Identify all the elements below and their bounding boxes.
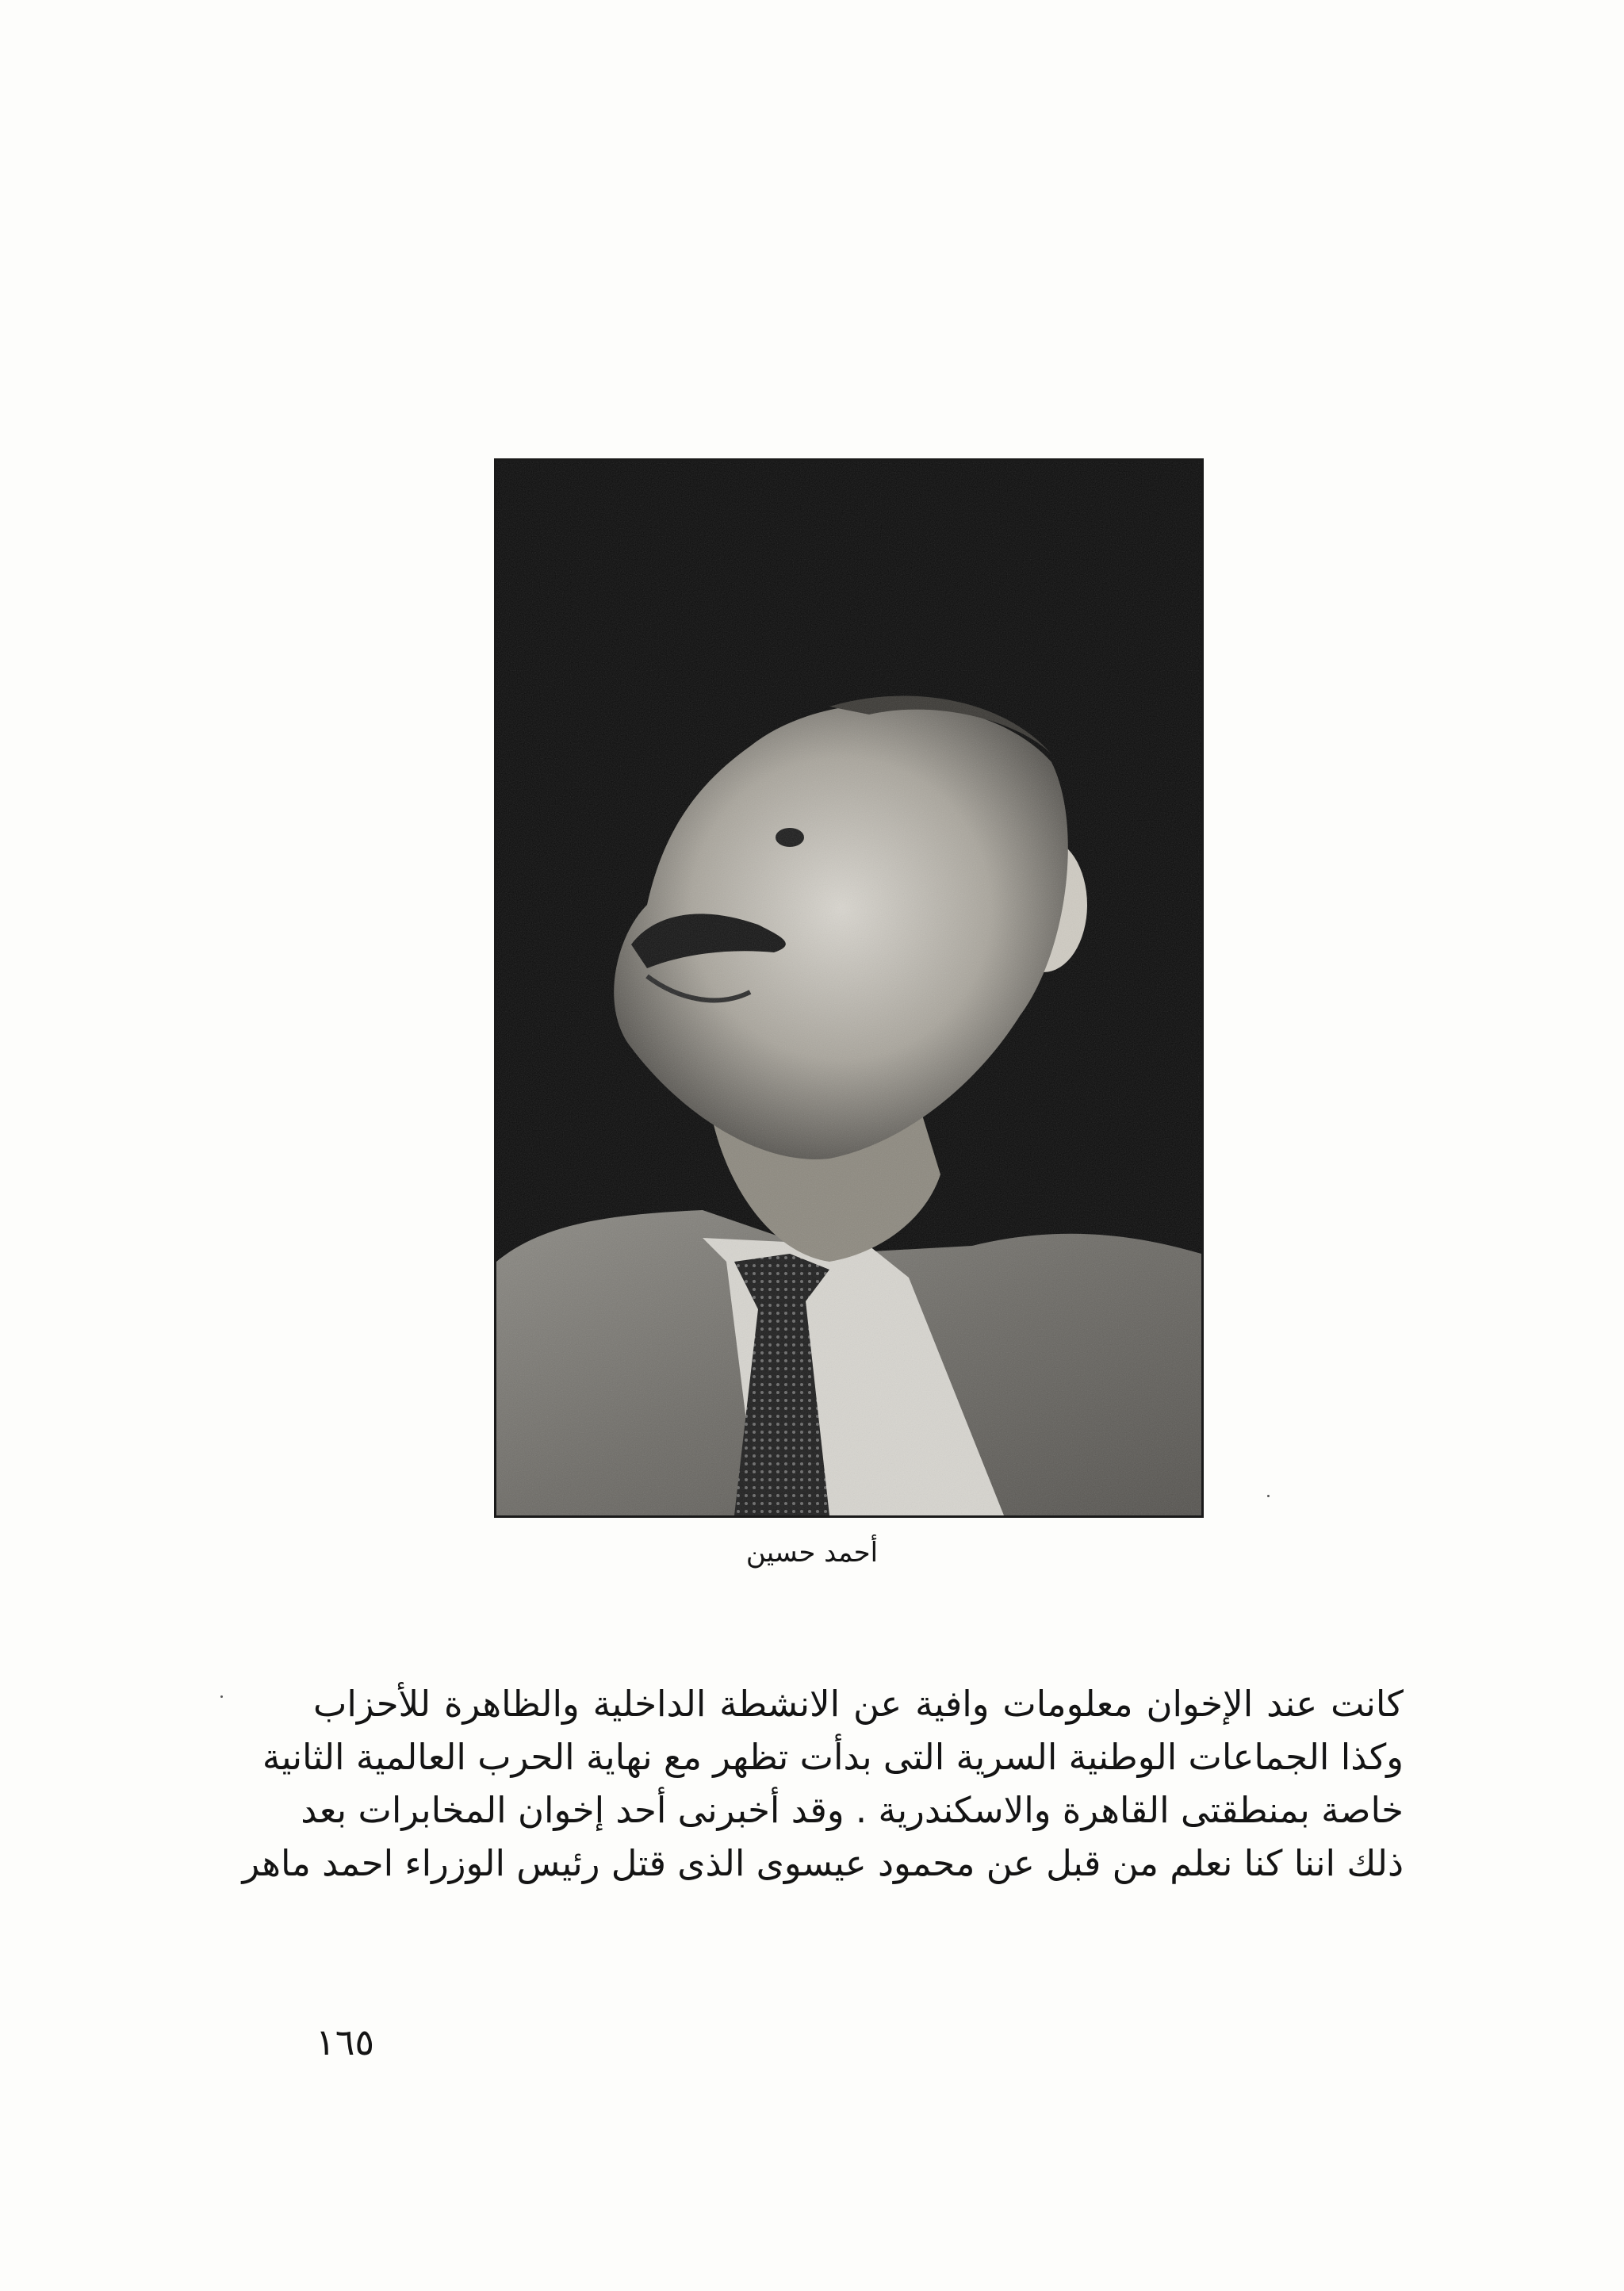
scan-speck <box>1267 1495 1270 1497</box>
scan-speck <box>220 1695 223 1698</box>
photo-caption: أحمد حسين <box>745 1537 879 1569</box>
portrait-photo <box>494 458 1204 1518</box>
paragraph-line: خاصة بمنطقتى القاهرة والاسكندرية . وقد أخبرنى أحد إخوان المخابرات بعد <box>301 1789 1404 1831</box>
paragraph-line: كانت عند الإخوان معلومات وافية عن الانشطة الداخلية والظاهرة للأحزاب <box>313 1683 1404 1725</box>
portrait-image <box>496 461 1201 1515</box>
paragraph-line: ذلك اننا كنا نعلم من قبل عن محمود عيسوى الذى قتل رئيس الوزراء احمد ماهر <box>242 1842 1404 1884</box>
body-paragraph <box>242 1677 1404 1890</box>
page-number: ١٦٥ <box>316 2021 375 2063</box>
paragraph-line: وكذا الجماعات الوطنية السرية التى بدأت تظهر مع نهاية الحرب العالمية الثانية <box>262 1736 1404 1778</box>
